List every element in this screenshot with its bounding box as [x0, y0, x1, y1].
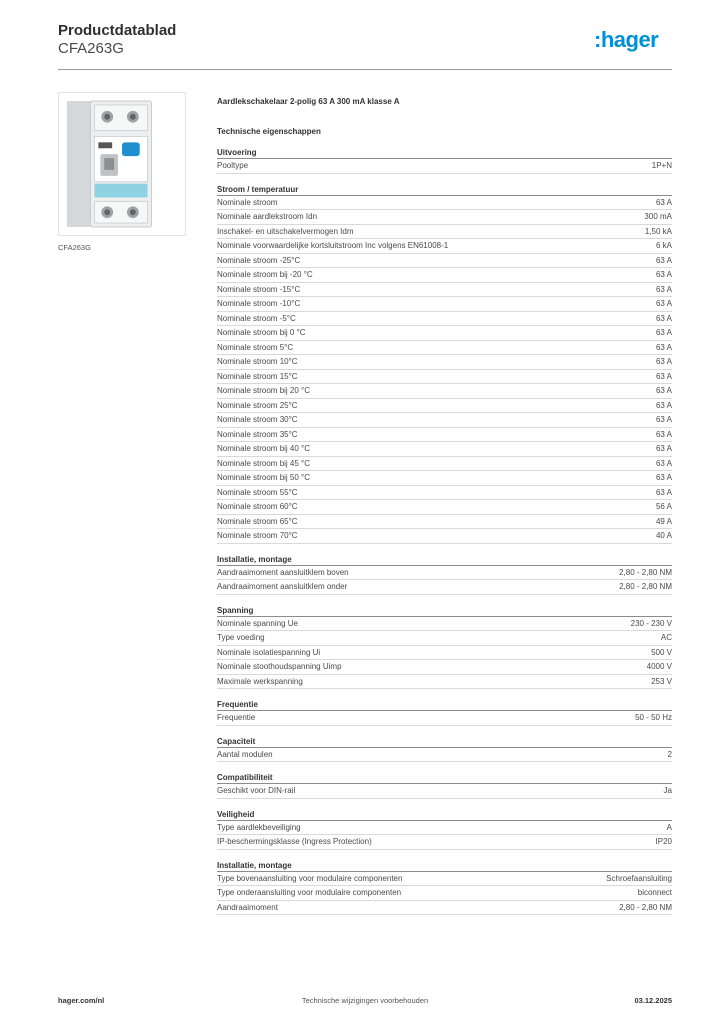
spec-value: 40 A	[655, 531, 672, 541]
spec-label: Nominale stroom bij 0 °C	[217, 328, 306, 338]
spec-row	[217, 457, 672, 472]
spec-label: Type voeding	[217, 633, 265, 643]
section-title: Stroom / temperatuur	[217, 184, 672, 196]
footer-date: 03.12.2025	[634, 996, 672, 1005]
section-title: Installatie, montage	[217, 554, 672, 566]
spec-label: Nominale stroom 15°C	[217, 371, 298, 381]
spec-label: Inschakel- en uitschakelvermogen Idm	[217, 226, 354, 236]
spec-row	[217, 442, 672, 457]
spec-section	[217, 736, 672, 763]
section-title: Spanning	[217, 605, 672, 617]
spec-label: Aandraaimoment	[217, 902, 278, 912]
spec-value: 1,50 kA	[644, 226, 672, 236]
image-caption: CFA263G	[58, 243, 91, 252]
spec-value: 63 A	[655, 444, 672, 454]
spec-row	[217, 471, 672, 486]
spec-value: 50 - 50 Hz	[635, 713, 672, 723]
spec-value: 63 A	[655, 400, 672, 410]
spec-row	[217, 254, 672, 269]
spec-value: 63 A	[655, 299, 672, 309]
spec-label: Nominale stroom bij 40 °C	[217, 444, 311, 454]
spec-row	[217, 384, 672, 399]
spec-value: 6 kA	[655, 241, 672, 251]
spec-row	[217, 355, 672, 370]
spec-section	[217, 554, 672, 595]
spec-value: 56 A	[655, 502, 672, 512]
spec-label: Aandraaimoment aansluitklem boven	[217, 567, 349, 577]
spec-label: Nominale voorwaardelijke kortsluitstroom Inc volgens EN61008-1	[217, 241, 449, 251]
spec-row	[217, 515, 672, 530]
spec-label: Aandraaimoment aansluitklem onder	[217, 582, 348, 592]
spec-row	[217, 428, 672, 443]
spec-row	[217, 675, 672, 690]
spec-label: Nominale stroom 55°C	[217, 487, 298, 497]
spec-label: Nominale stoothoudspanning Uimp	[217, 662, 342, 672]
spec-row	[217, 617, 672, 632]
spec-row	[217, 413, 672, 428]
product-description: Aardlekschakelaar 2-polig 63 A 300 mA klasse A	[217, 97, 400, 106]
spec-value: 63 A	[655, 313, 672, 323]
spec-value: 2	[667, 749, 672, 759]
spec-value: 63 A	[655, 386, 672, 396]
spec-section	[217, 184, 672, 544]
spec-section	[217, 699, 672, 726]
spec-label: Aantal modulen	[217, 749, 273, 759]
spec-value: 63 A	[655, 270, 672, 280]
spec-label: Nominale stroom bij 20 °C	[217, 386, 311, 396]
spec-label: Nominale stroom -5°C	[217, 313, 296, 323]
spec-label: Nominale stroom 35°C	[217, 429, 298, 439]
spec-label: Pooltype	[217, 161, 249, 171]
spec-row	[217, 399, 672, 414]
spec-label: Type onderaansluiting voor modulaire componenten	[217, 888, 402, 898]
section-title: Compatibiliteit	[217, 772, 672, 784]
spec-row	[217, 341, 672, 356]
spec-section	[217, 147, 672, 174]
spec-label: Nominale aardlekstroom Idn	[217, 212, 318, 222]
spec-label: Nominale stroom 10°C	[217, 357, 298, 367]
page-header	[58, 22, 672, 70]
spec-content	[217, 96, 672, 925]
spec-row	[217, 370, 672, 385]
spec-row	[217, 872, 672, 887]
spec-value: 63 A	[655, 458, 672, 468]
spec-row	[217, 312, 672, 327]
spec-row	[217, 821, 672, 836]
spec-row	[217, 196, 672, 211]
spec-label: Frequentie	[217, 713, 256, 723]
spec-row	[217, 283, 672, 298]
spec-label: Nominale stroom bij 45 °C	[217, 458, 311, 468]
spec-value: 63 A	[655, 357, 672, 367]
spec-value: 1P+N	[651, 161, 672, 171]
spec-row	[217, 566, 672, 581]
section-title: Veiligheid	[217, 809, 672, 821]
spec-label: Nominale stroom -10°C	[217, 299, 301, 309]
spec-row	[217, 326, 672, 341]
spec-row	[217, 225, 672, 240]
spec-value: 63 A	[655, 487, 672, 497]
spec-row	[217, 901, 672, 916]
footer-website-link[interactable]: hager.com/nl	[58, 996, 105, 1005]
spec-label: Type aardlekbeveiliging	[217, 822, 301, 832]
spec-label: Nominale stroom -25°C	[217, 255, 301, 265]
spec-label: Nominale isolatiespanning Ui	[217, 647, 321, 657]
hager-logo	[594, 26, 672, 54]
product-image	[58, 92, 186, 236]
spec-value: 300 mA	[644, 212, 672, 222]
spec-value: A	[666, 822, 672, 832]
header-divider	[58, 69, 672, 70]
spec-value: 63 A	[655, 429, 672, 439]
spec-row	[217, 486, 672, 501]
spec-value: 500 V	[651, 647, 672, 657]
spec-label: Nominale spanning Ue	[217, 618, 298, 628]
spec-row	[217, 210, 672, 225]
spec-row	[217, 500, 672, 515]
spec-value: 63 A	[655, 284, 672, 294]
product-code: CFA263G	[58, 40, 124, 57]
section-title: Frequentie	[217, 699, 672, 711]
spec-row	[217, 646, 672, 661]
footer-notice: Technische wijzigingen voorbehouden	[301, 996, 429, 1005]
spec-row	[217, 268, 672, 283]
spec-value: 63 A	[655, 255, 672, 265]
spec-value: 63 A	[655, 342, 672, 352]
page-footer	[58, 996, 672, 1008]
spec-value: AC	[660, 633, 672, 643]
spec-value: 2,80 - 2,80 NM	[619, 567, 672, 577]
spec-label: IP-beschermingsklasse (Ingress Protection)	[217, 837, 372, 847]
spec-label: Nominale stroom 25°C	[217, 400, 298, 410]
spec-label: Nominale stroom bij 50 °C	[217, 473, 311, 483]
spec-row	[217, 239, 672, 254]
spec-value: 4000 V	[646, 662, 672, 672]
spec-row	[217, 159, 672, 174]
spec-row	[217, 784, 672, 799]
spec-label: Nominale stroom 5°C	[217, 342, 294, 352]
spec-label: Nominale stroom 30°C	[217, 415, 298, 425]
spec-label: Nominale stroom	[217, 197, 278, 207]
svg-text::hager: :hager	[594, 27, 659, 52]
spec-section	[217, 772, 672, 799]
spec-section	[217, 809, 672, 850]
spec-value: 49 A	[655, 516, 672, 526]
document-title: Productdatablad	[58, 22, 177, 39]
circuit-breaker-illustration	[59, 93, 185, 235]
spec-label: Nominale stroom -15°C	[217, 284, 301, 294]
spec-value: 230 - 230 V	[630, 618, 672, 628]
spec-row	[217, 297, 672, 312]
spec-row	[217, 631, 672, 646]
spec-row	[217, 529, 672, 544]
spec-value: 63 A	[655, 197, 672, 207]
spec-value: 63 A	[655, 415, 672, 425]
spec-value: 63 A	[655, 473, 672, 483]
spec-label: Nominale stroom 70°C	[217, 531, 298, 541]
spec-label: Maximale werkspanning	[217, 676, 303, 686]
spec-value: biconnect	[637, 888, 672, 898]
spec-label: Geschikt voor DIN-rail	[217, 786, 296, 796]
section-title: Capaciteit	[217, 736, 672, 748]
spec-value: 63 A	[655, 328, 672, 338]
spec-value: 63 A	[655, 371, 672, 381]
spec-value: 253 V	[651, 676, 672, 686]
spec-sections	[217, 147, 672, 915]
spec-row	[217, 580, 672, 595]
spec-label: Nominale stroom 60°C	[217, 502, 298, 512]
spec-row	[217, 711, 672, 726]
spec-value: 2,80 - 2,80 NM	[619, 902, 672, 912]
spec-section	[217, 605, 672, 690]
spec-row	[217, 748, 672, 763]
spec-label: Nominale stroom bij -20 °C	[217, 270, 313, 280]
tech-heading: Technische eigenschappen	[217, 127, 321, 136]
section-title: Installatie, montage	[217, 860, 672, 872]
spec-value: IP20	[655, 837, 672, 847]
section-title: Uitvoering	[217, 147, 672, 159]
spec-value: Ja	[663, 786, 672, 796]
spec-value: Schroefaansluiting	[606, 873, 672, 883]
spec-row	[217, 886, 672, 901]
spec-value: 2,80 - 2,80 NM	[619, 582, 672, 592]
spec-section	[217, 860, 672, 916]
spec-label: Type bovenaansluiting voor modulaire componenten	[217, 873, 403, 883]
spec-row	[217, 835, 672, 850]
spec-row	[217, 660, 672, 675]
spec-label: Nominale stroom 65°C	[217, 516, 298, 526]
